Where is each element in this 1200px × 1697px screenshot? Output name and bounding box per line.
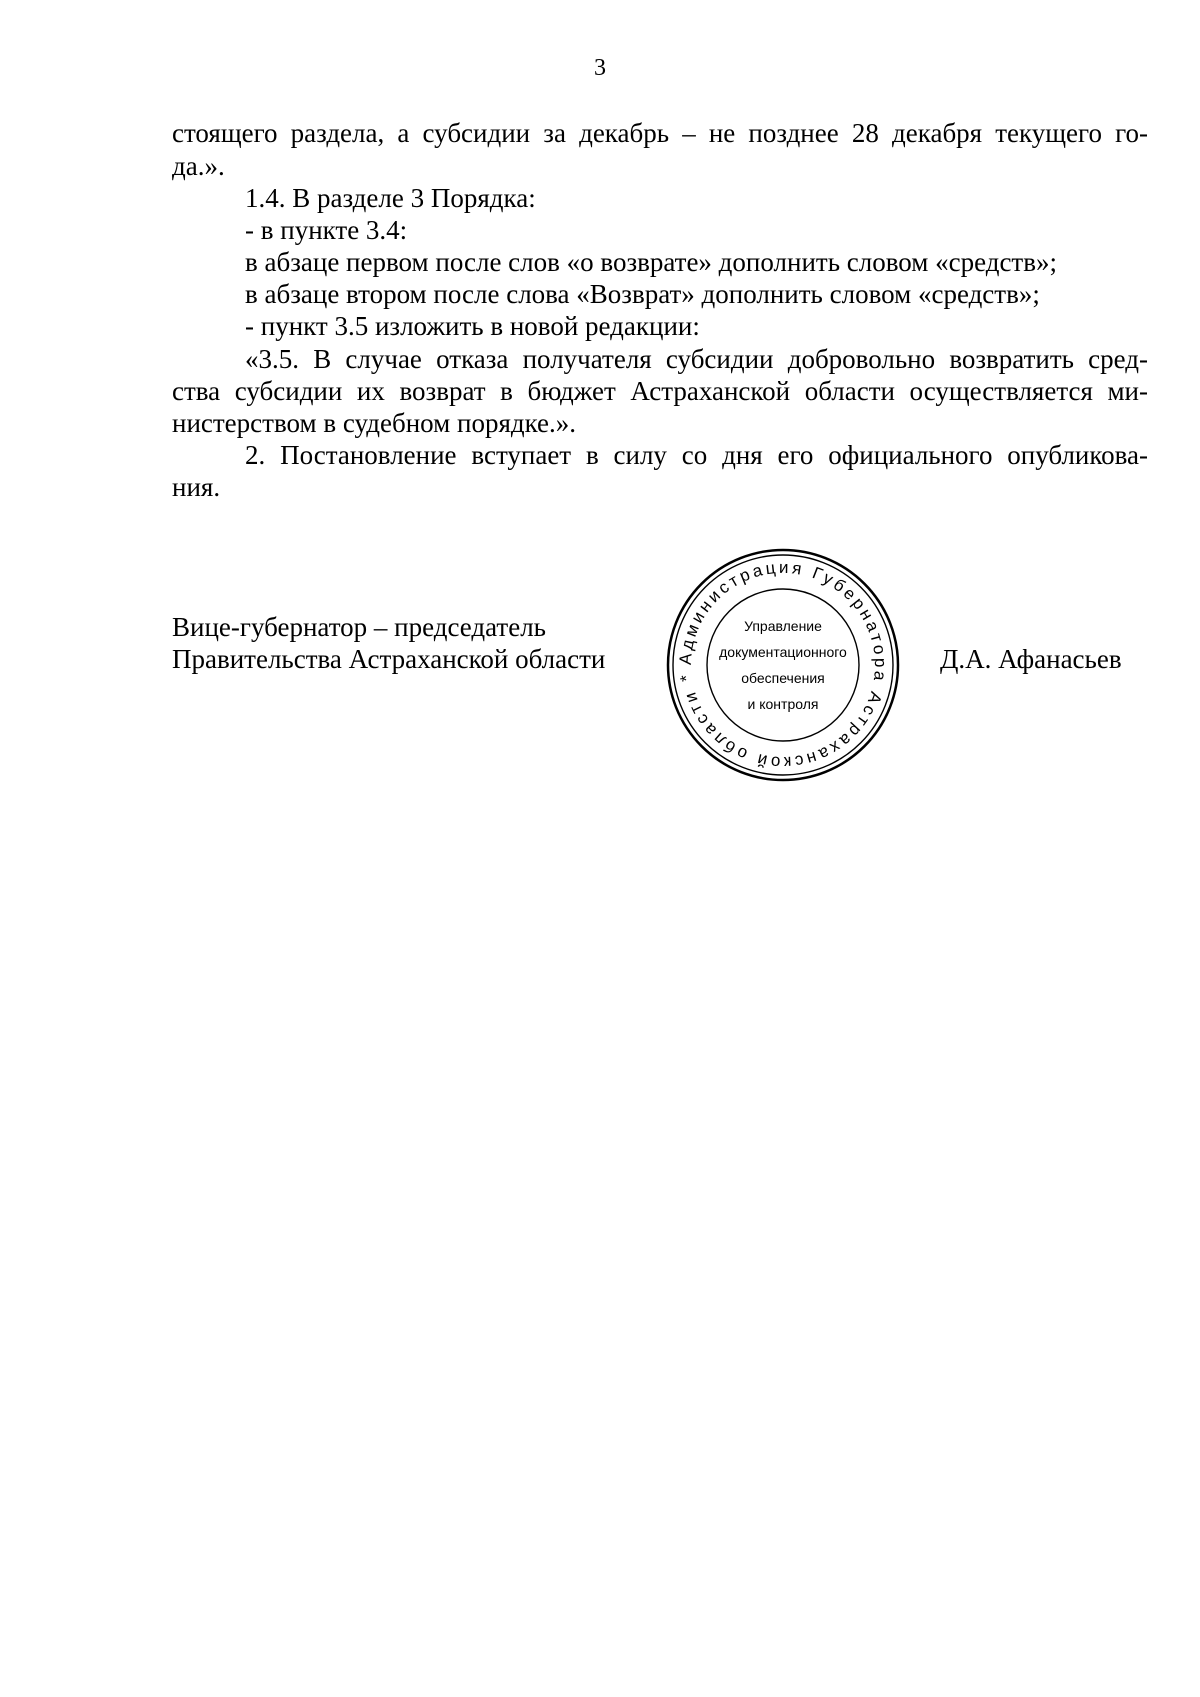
official-stamp <box>663 545 903 785</box>
signer-name: Д.А. Афанасьев <box>940 644 1122 674</box>
body-line: нистерством в судебном порядке.». <box>172 408 577 438</box>
signer-position: Правительства Астраханской области <box>172 644 606 674</box>
body-line: - в пункте 3.4: <box>245 215 408 245</box>
signer-position: Вице-губернатор – председатель <box>172 612 546 642</box>
stamp-center-line: документационного <box>719 644 847 660</box>
body-line: ния. <box>172 472 221 502</box>
stamp-outer-ring-inner <box>673 555 893 775</box>
body-line: ства субсидии их возврат в бюджет Астраханской области осуществляется ми- <box>172 376 1148 406</box>
stamp-center-line: и контроля <box>747 696 819 712</box>
body-line: стоящего раздела, а субсидии за декабрь – не позднее 28 декабря текущего го- <box>172 118 1148 148</box>
body-line: «3.5. В случае отказа получателя субсидии добровольно возвратить сред- <box>245 344 1148 374</box>
stamp-outer-ring <box>668 550 898 780</box>
stamp-inner-ring <box>707 589 859 741</box>
page-number: 3 <box>594 55 606 81</box>
stamp-ring-textpath: Администрация Губернатора Астраханской области * <box>675 557 891 773</box>
body-line: в абзаце первом после слов «о возврате» дополнить словом «средств»; <box>245 247 1057 277</box>
stamp-center-line: обеспечения <box>741 670 825 686</box>
body-line: в абзаце втором после слова «Возврат» дополнить словом «средств»; <box>245 279 1040 309</box>
body-line: да.». <box>172 151 225 181</box>
stamp-center-line: Управление <box>744 618 822 634</box>
body-line: 1.4. В разделе 3 Порядка: <box>245 183 536 213</box>
body-line: 2. Постановление вступает в силу со дня его официального опубликова- <box>245 440 1148 470</box>
body-line: - пункт 3.5 изложить в новой редакции: <box>245 311 700 341</box>
stamp-ring-text <box>676 558 890 772</box>
stamp-center-text <box>719 618 847 712</box>
